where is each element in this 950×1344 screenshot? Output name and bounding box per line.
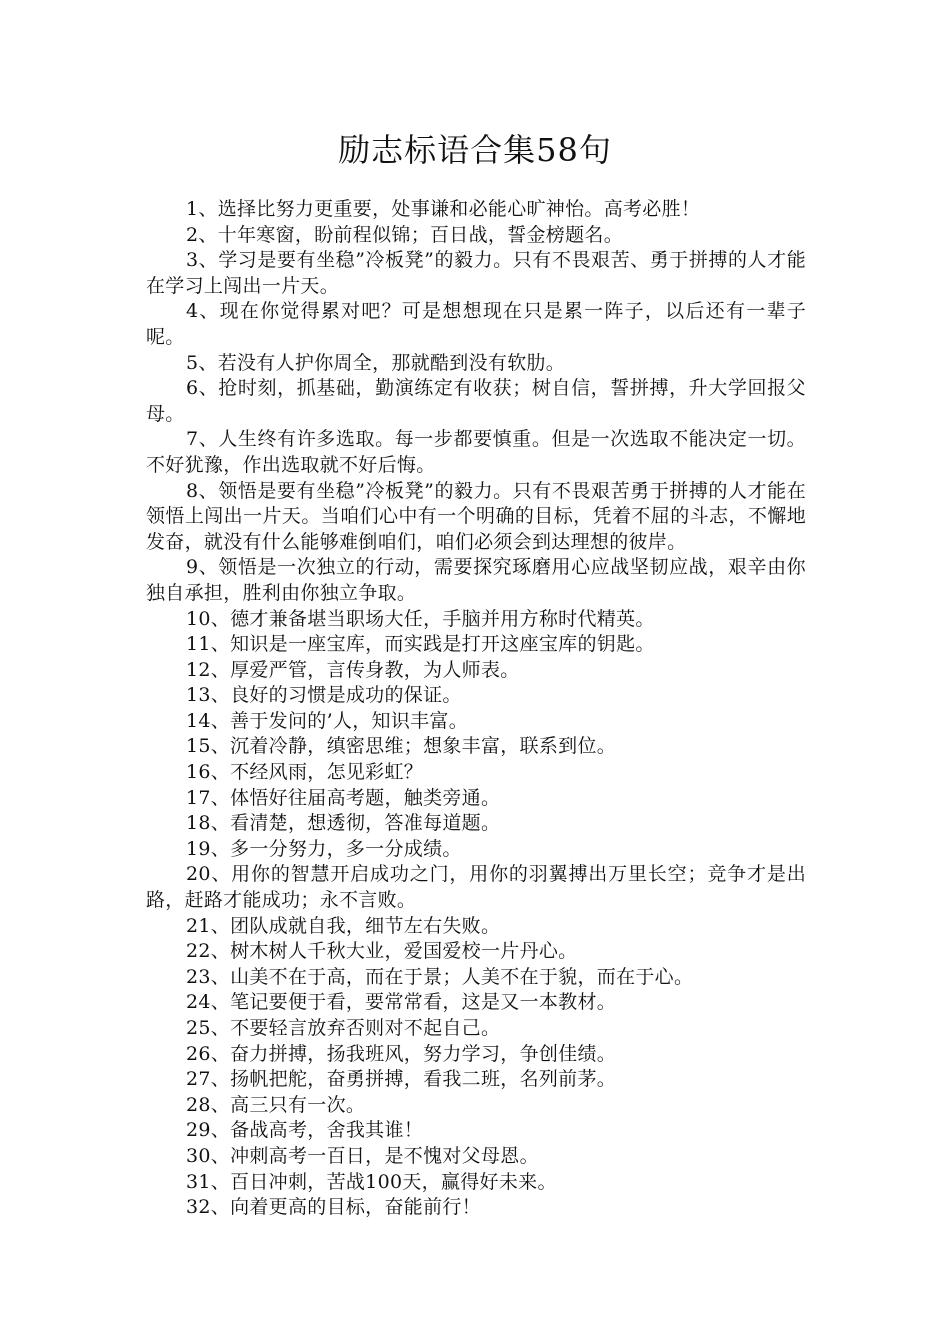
list-item: 15、沉着冷静，缜密思维；想象丰富，联系到位。 — [186, 735, 617, 758]
list-item: 7、人生终有许多选取。每一步都要慎重。但是一次选取不能决定一切。不好犹豫，作出选取就不好后悔。 — [146, 428, 806, 476]
list-item: 11、知识是一座宝库，而实践是打开这座宝库的钥匙。 — [186, 633, 655, 656]
list-item: 5、若没有人护你周全，那就酷到没有软肋。 — [186, 351, 566, 374]
list-item: 13、良好的习惯是成功的保证。 — [186, 684, 462, 707]
list-item: 20、用你的智慧开启成功之门，用你的羽翼搏出万里长空；竞争才是出路，赶路才能成功；永不言败。 — [146, 863, 806, 912]
list-item: 22、树木树人千秋大业，爱国爱校一片丹心。 — [186, 940, 578, 963]
document-title: 励志标语合集58句 — [338, 131, 612, 169]
list-item: 18、看清楚，想透彻，答准每道题。 — [186, 812, 501, 835]
list-item: 29、备战高考，舍我其谁！ — [186, 1119, 424, 1142]
list-item: 16、不经风雨，怎见彩虹？ — [186, 761, 424, 784]
list-item: 21、团队成就自我，细节左右失败。 — [186, 914, 501, 937]
list-item: 24、笔记要便于看，要常常看，这是又一本教材。 — [186, 991, 617, 1014]
list-item: 23、山美不在于高，而在于景；人美不在于貌，而在于心。 — [186, 965, 694, 988]
list-item: 4、现在你觉得累对吧？可是想想现在只是累一阵子，以后还有一辈子呢。 — [146, 300, 806, 348]
list-item: 26、奋力拼搏，扬我班风，努力学习，争创佳绩。 — [186, 1042, 617, 1065]
list-item: 10、德才兼备堪当职场大任，手脑并用方称时代精英。 — [186, 607, 655, 630]
list-item: 14、善于发问的’人，知识丰富。 — [186, 709, 469, 732]
list-item: 3、学习是要有坐稳”冷板凳”的毅力。只有不畏艰苦、勇于拼搏的人才能在学习上闯出一片天。 — [146, 249, 806, 297]
list-item: 6、抢时刻，抓基础，勤演练定有收获；树自信，誓拼搏，升大学回报父母。 — [146, 377, 806, 425]
list-item: 31、百日冲刺，苦战100天，赢得好未来。 — [186, 1170, 557, 1193]
list-item: 19、多一分努力，多一分成绩。 — [186, 837, 462, 860]
list-item: 12、厚爱严管，言传身教，为人师表。 — [186, 658, 520, 681]
list-item: 1、选择比努力更重要，处事谦和必能心旷神怡。高考必胜！ — [186, 198, 701, 220]
list-item: 28、高三只有一次。 — [186, 1093, 366, 1116]
list-item: 2、十年寒窗，盼前程似锦；百日战，誓金榜题名。 — [186, 223, 623, 246]
list-item: 32、向着更高的目标，奋能前行！ — [186, 1196, 481, 1219]
list-item: 30、冲刺高考一百日，是不愧对父母恩。 — [186, 1144, 539, 1167]
list-item: 25、不要轻言放弃否则对不起自己。 — [186, 1017, 501, 1039]
list-item: 27、扬帆把舵，奋勇拼搏，看我二班，名列前茅。 — [186, 1068, 617, 1091]
list-item: 9、领悟是一次独立的行动，需要探究琢磨用心应战坚韧应战，艰辛由你独自承担，胜利由你独立争取。 — [146, 556, 806, 604]
list-item: 8、领悟是要有坐稳”冷板凳”的毅力。只有不畏艰苦勇于拼搏的人才能在领悟上闯出一片天。当咱们心中有一个明确的目标，凭着不屈的斗志，不懈地发奋，就没有什么能够难倒咱们，咱们必须会到达理想的彼岸。 — [146, 479, 806, 553]
slogan-list — [146, 197, 806, 1221]
list-item: 17、体悟好往届高考题，触类旁通。 — [186, 786, 501, 809]
